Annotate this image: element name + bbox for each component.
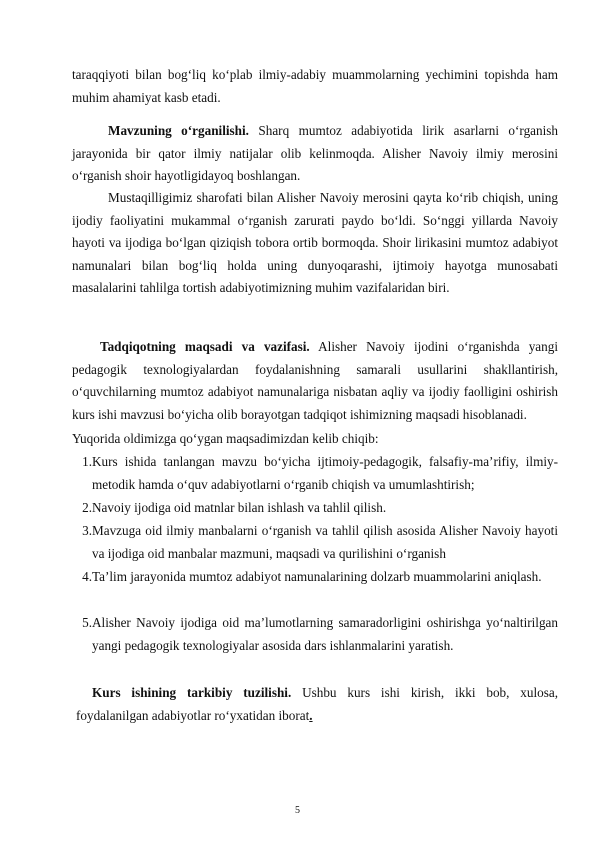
heading-research-goal: Tadqiqotning maqsadi va vazifasi. bbox=[100, 339, 310, 354]
paragraph-independence: Mustaqilligimiz sharofati bilan Alisher Navoiy merosini qayta ko‘rib chiqish, uning ijodiy faoliyatini mukammal o‘rganish zarurati paydo bo‘ldi. So‘nggi yillarda Navoiy hayoti va ijodiga bo‘lgan qiziqish tobora ortib bormoqda. Shoir lirikasini mumtoz adabiyot namunalari bilan bog‘liq holda uning dunyoqarashi, ijtimoiy hayotga munosabati masalalarini tahlilga tortish adabiyotimizning muhim vazifalaridan biri. bbox=[72, 190, 558, 295]
paragraph-continuation: taraqqiyoti bilan bog‘liq ko‘plab ilmiy-adabiy muammolarning yechimini topishda ham muhim ahamiyat kasb etadi. bbox=[72, 67, 558, 105]
paragraph-study-status: Mavzuning o‘rganilishi. Sharq mumtoz adabiyotida lirik asarlarni o‘rganish jarayonida bir qator ilmiy natijalar olib kelinmoqda. Alisher Navoiy ilmiy merosini o‘rganish shoir hayotligidayoq boshlangan. bbox=[72, 123, 559, 183]
page-number: 5 bbox=[295, 805, 300, 816]
heading-structure: Kurs ishining tarkibiy tuzilishi. bbox=[92, 685, 292, 700]
heading-study-status: Mavzuning o‘rganilishi. bbox=[108, 123, 249, 138]
paragraph-research-goal: Tadqiqotning maqsadi va vazifasi. Alisher Navoiy ijodini o‘rganishda yangi pedagogik texnologiyalardan foydalanishning samarali usullarini shakllantirish, o‘quvchilarning mumtoz adabiyot namunalariga nisbatan aqliy va ijodiy faolligini oshirish kurs ishi mavzusi bo‘yicha olib borayotgan tadqiqot ishimizning maqsadi hisoblanadi. bbox=[72, 339, 558, 422]
document-page: taraqqiyoti bilan bog‘liq ko‘plab ilmiy-adabiy muammolarning yechimini topishda ham muhim ahamiyat kasb etadi. Mavzuning o‘rganilishi. Sharq mumtoz adabiyotida lirik asarlarni o‘rganish jarayonida bir qator ilmiy natijalar olib kelinmoqda. Alisher Navoiy ilmiy merosini o‘rganish shoir hayotligidayoq boshlangan. Mustaqilligimiz sharofati bilan Alisher Navoiy merosini qayta ko‘rib chiqish, uning ijodiy faoliyatini mukammal o‘rganish zarurati paydo bo‘ldi. So‘nggi yillarda Navoiy hayoti va ijodiga bo‘lgan qiziqish tobora ortib bormoqda. Shoir lirikasini mumtoz adabiyot namunalari bilan bog‘liq holda uning dunyoqarashi, ijtimoiy hayotga munosabati masalalarini tahlilga tortish adabiyotimizning muhim vazifalaridan biri. Tadqiqotning maqsadi va vazifasi. Alisher Navoiy ijodini o‘rganishda yangi pedagogik texnologiyalardan foydalanishning samarali usullarini shakllantirish, o‘quvchilarning mumtoz adabiyot namunalariga nisbatan aqliy va ijodiy faolligini oshirish kurs ishi mavzusi bo‘yicha olib borayotgan tadqiqot ishimizning maqsadi hisoblanadi. Yuqorida oldimizga qo‘ygan maqsadimizdan kelib chiqib: 1. Kurs ishida tanlangan mavzu bo‘yicha ijtimoiy-pedagogik, falsafiy-ma’rifiy, ilmiy-metodik hamda o‘quv adabiyotlarni o‘rganib chiqish va umumlashtirish; 2. Navoiy ijodiga oid matnlar bilan ishlash va tahlil qilish. 3. Mavzuga oid ilmiy manbalarni o‘rganish va tahlil qilish asosida Alisher Navoiy hayoti va ijodiga oid manbalar mazmuni, maqsadi va qurilishini o‘rganish 4. Ta’lim jarayonida mumtoz adabiyot namunalarining dolzarb muammolarini aniqlash. 5. Alisher Navoiy ijodiga oid ma’lumotlarning samaradorligini oshirishga yo‘naltirilgan yangi pedagogik texnologiyalar asosida dars ishlanmalarini yaratish. Kurs ishining tarkibiy tuzilishi. Ushbu kurs ishi kirish, ikki bob, xulosa, foydalanilgan adabiyotlar ro‘yxatidan iborat. 5 bbox=[0, 0, 595, 842]
paragraph-structure: Kurs ishining tarkibiy tuzilishi. Ushbu kurs ishi kirish, ikki bob, xulosa, foydalanilgan adabiyotlar ro‘yxatidan iborat. bbox=[76, 685, 558, 723]
paragraph-list-intro: Yuqorida oldimizga qo‘ygan maqsadimizdan kelib chiqib: bbox=[72, 431, 379, 446]
